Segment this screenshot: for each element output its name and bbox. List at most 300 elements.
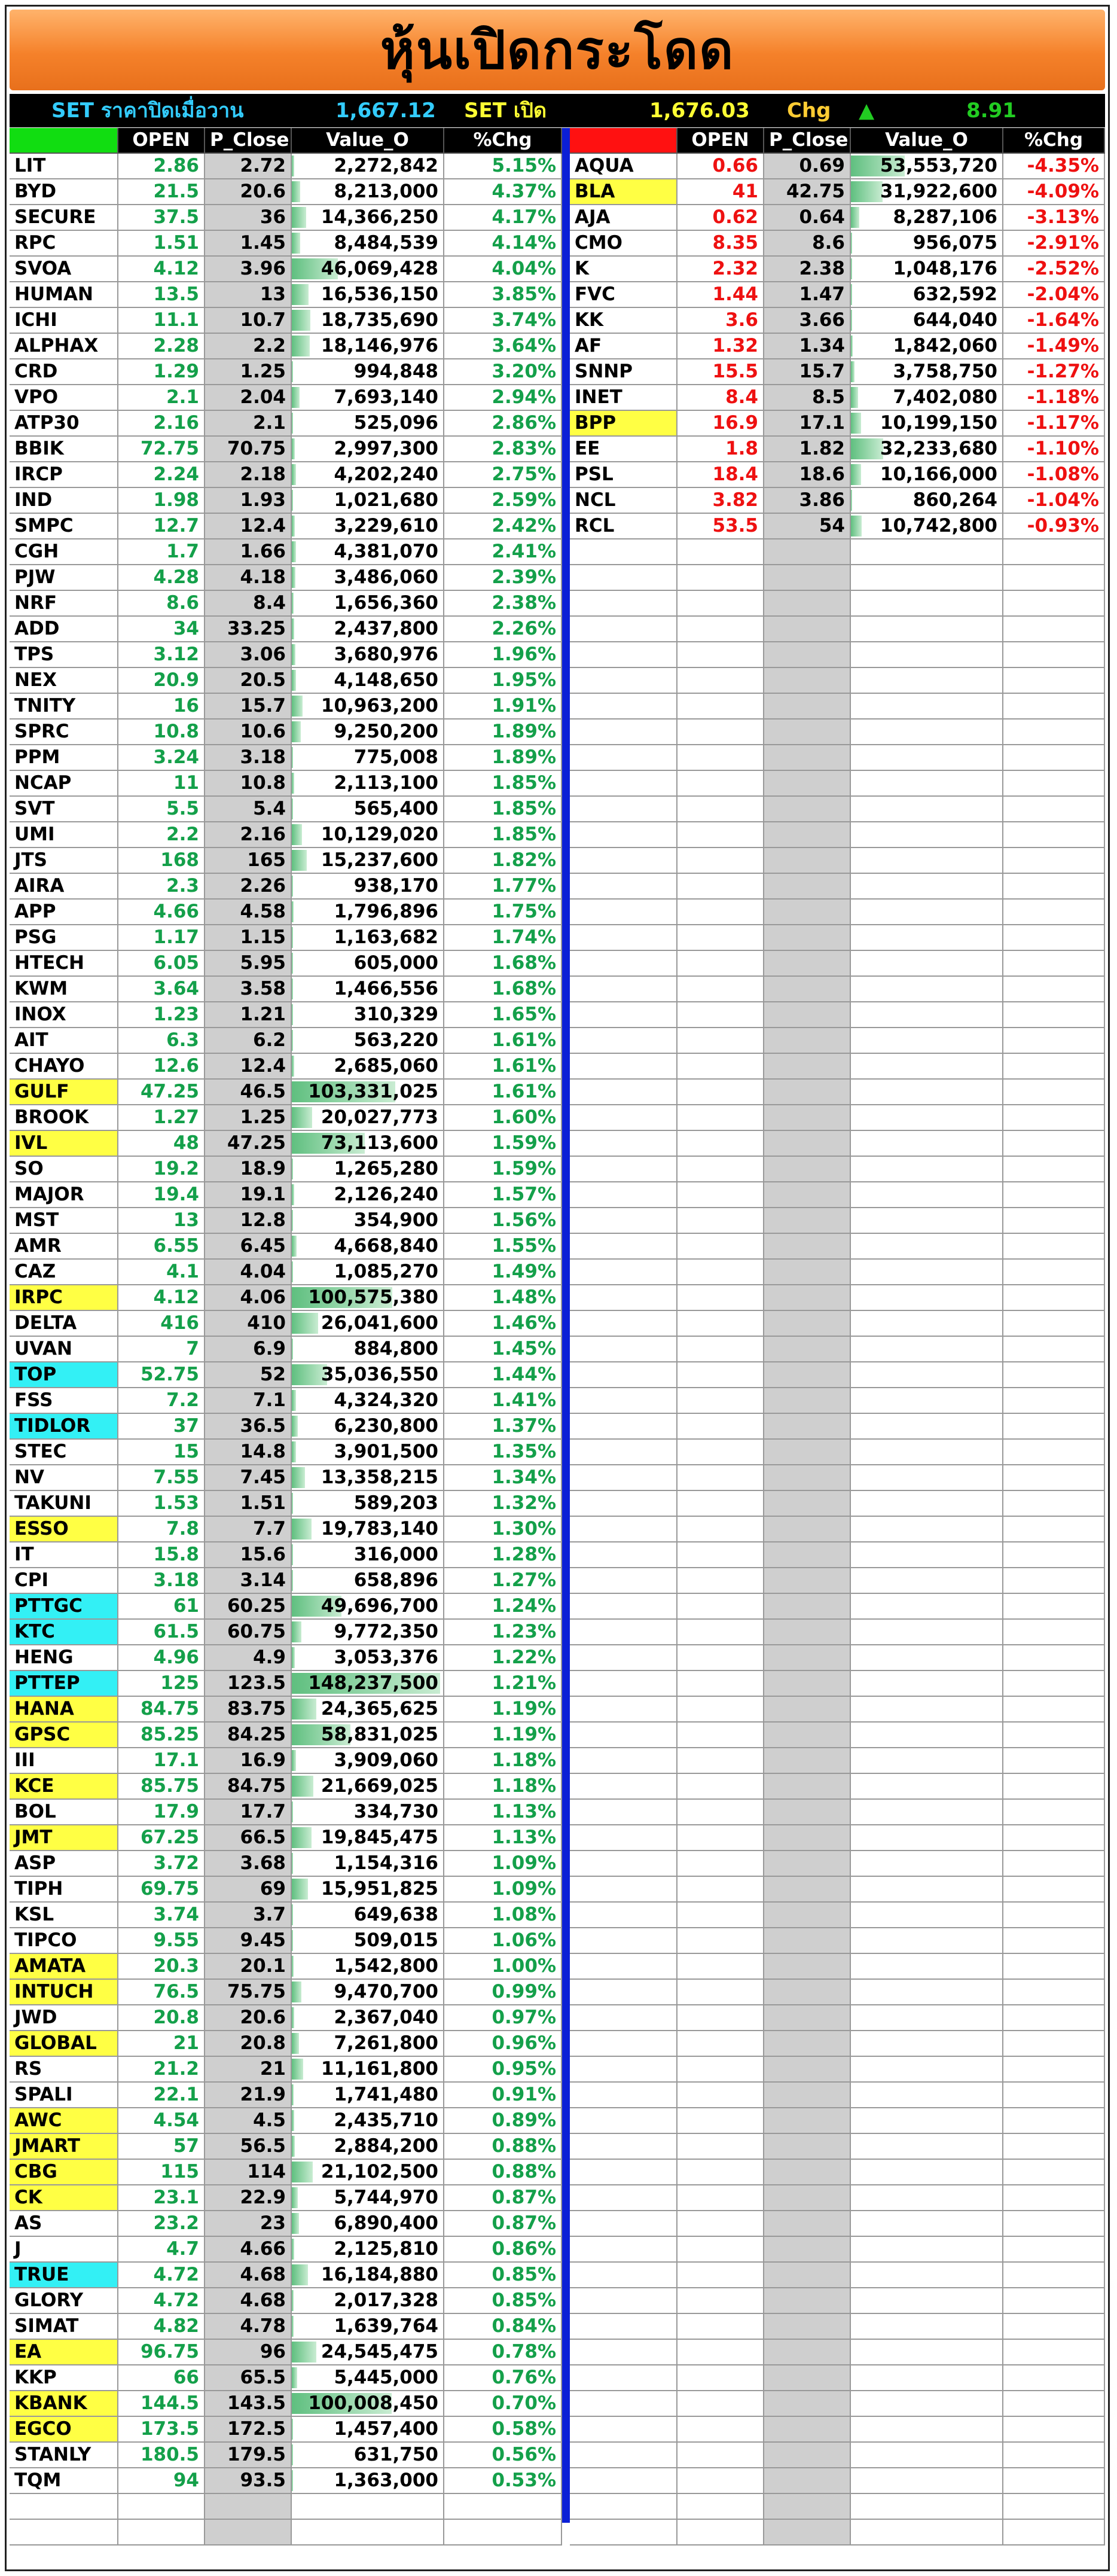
- losers-open-price: [677, 951, 764, 977]
- gainers-symbol[interactable]: ADD: [10, 617, 118, 642]
- losers-open-price: [677, 2263, 764, 2288]
- losers-symbol: [570, 771, 677, 797]
- losers-open-value: [851, 334, 1003, 359]
- gainers-symbol[interactable]: TOP: [10, 1362, 118, 1388]
- losers-open-price: [677, 2443, 764, 2468]
- losers-pct-change: [1003, 1131, 1105, 1157]
- losers-symbol[interactable]: AF: [570, 334, 677, 359]
- gainers-pct-change: 1.61%: [444, 1054, 562, 1080]
- losers-pct-change: [1003, 2288, 1105, 2314]
- losers-prev-close: [764, 617, 851, 642]
- gainers-symbol[interactable]: NRF: [10, 591, 118, 617]
- losers-pct-change: [1003, 1311, 1105, 1337]
- losers-symbol: [570, 1980, 677, 2005]
- gainers-value-text: 9,250,200: [334, 721, 438, 742]
- losers-symbol: [570, 1440, 677, 1465]
- losers-open-price: [677, 1388, 764, 1414]
- gainers-symbol[interactable]: PTTGC: [10, 1594, 118, 1620]
- gainers-open-price: 3.74: [118, 1903, 205, 1928]
- gainers-symbol[interactable]: HTECH: [10, 951, 118, 977]
- gainers-symbol[interactable]: TIDLOR: [10, 1414, 118, 1440]
- gainers-symbol[interactable]: CK: [10, 2185, 118, 2211]
- losers-open-price: [677, 565, 764, 591]
- losers-pct-change: [1003, 822, 1105, 848]
- gainers-symbol[interactable]: AIT: [10, 1028, 118, 1054]
- losers-symbol: [570, 2340, 677, 2365]
- gainers-value-text: 46,069,428: [321, 258, 438, 279]
- gainers-open-price: 7.55: [118, 1465, 205, 1491]
- gainers-symbol[interactable]: SVOA: [10, 257, 118, 282]
- gainers-symbol[interactable]: IT: [10, 1542, 118, 1568]
- gainers-pct-change: 1.09%: [444, 1851, 562, 1877]
- gainers-symbol[interactable]: KWM: [10, 977, 118, 1002]
- gainers-symbol[interactable]: TIPH: [10, 1877, 118, 1903]
- gainers-symbol[interactable]: HUMAN: [10, 282, 118, 308]
- gainers-value-text: 18,735,690: [321, 309, 438, 331]
- gainers-symbol[interactable]: JWD: [10, 2005, 118, 2031]
- losers-open-value: [851, 231, 1003, 257]
- losers-open-price: [677, 1928, 764, 1954]
- losers-prev-close: 1.82: [764, 437, 851, 462]
- gainers-symbol[interactable]: MST: [10, 1208, 118, 1234]
- gainers-open-price: 6.05: [118, 951, 205, 977]
- gainers-open-value: [292, 1465, 444, 1491]
- gainers-symbol[interactable]: ICHI: [10, 308, 118, 334]
- gainers-symbol[interactable]: KKP: [10, 2365, 118, 2391]
- losers-prev-close: [764, 1080, 851, 1105]
- gainers-symbol[interactable]: AWC: [10, 2108, 118, 2134]
- losers-prev-close: [764, 539, 851, 565]
- gainers-symbol[interactable]: TNITY: [10, 694, 118, 720]
- gainers-value-bar: [292, 1210, 293, 1231]
- losers-prev-close: [764, 720, 851, 745]
- gainers-symbol[interactable]: J: [10, 2237, 118, 2263]
- gainers-value-bar: [292, 2342, 316, 2362]
- gainers-symbol[interactable]: INTUCH: [10, 1980, 118, 2005]
- gainers-symbol[interactable]: SO: [10, 1157, 118, 1182]
- gainers-pct-change: 0.86%: [444, 2237, 562, 2263]
- gainers-value-bar: [292, 901, 294, 922]
- set-index-bar: [10, 94, 1105, 127]
- losers-symbol: [570, 2314, 677, 2340]
- losers-open-price: [677, 694, 764, 720]
- losers-symbol: [570, 2057, 677, 2083]
- gainers-symbol[interactable]: HANA: [10, 1697, 118, 1723]
- losers-prev-close: 0.64: [764, 205, 851, 231]
- gainers-symbol[interactable]: BYD: [10, 179, 118, 205]
- gainers-open-price: 4.28: [118, 565, 205, 591]
- gainers-symbol[interactable]: ESSO: [10, 1517, 118, 1542]
- losers-symbol[interactable]: AJA: [570, 205, 677, 231]
- losers-symbol[interactable]: KK: [570, 308, 677, 334]
- gainers-symbol[interactable]: KTC: [10, 1620, 118, 1645]
- gainers-symbol[interactable]: SVT: [10, 797, 118, 822]
- losers-value-bar: [851, 181, 883, 202]
- losers-open-value: [851, 2417, 1003, 2443]
- gainers-symbol[interactable]: IRPC: [10, 1285, 118, 1311]
- gainers-symbol[interactable]: AIRA: [10, 874, 118, 900]
- gainers-symbol[interactable]: AMR: [10, 1234, 118, 1260]
- losers-open-price: [677, 2365, 764, 2391]
- losers-prev-close: [764, 2160, 851, 2185]
- gainers-symbol[interactable]: SMPC: [10, 514, 118, 539]
- losers-prev-close: 42.75: [764, 179, 851, 205]
- losers-open-value: [851, 1697, 1003, 1723]
- gainers-symbol[interactable]: IVL: [10, 1131, 118, 1157]
- losers-pct-change: [1003, 745, 1105, 771]
- losers-symbol[interactable]: SNNP: [570, 359, 677, 385]
- gainers-prev-close: 20.1: [205, 1954, 292, 1980]
- gainers-symbol[interactable]: GLORY: [10, 2288, 118, 2314]
- gainers-pct-change: 1.46%: [444, 1311, 562, 1337]
- losers-open-price: [677, 1980, 764, 2005]
- gainers-symbol[interactable]: STANLY: [10, 2443, 118, 2468]
- gainers-symbol[interactable]: PSG: [10, 925, 118, 951]
- gainers-pct-change: 1.89%: [444, 745, 562, 771]
- gainers-value-text: 21,102,500: [321, 2161, 438, 2182]
- gainers-open-value: [292, 385, 444, 411]
- losers-symbol: [570, 925, 677, 951]
- gainers-open-value: [292, 1337, 444, 1362]
- losers-symbol[interactable]: BLA: [570, 179, 677, 205]
- losers-prev-close: [764, 1208, 851, 1234]
- gainers-value-bar: [292, 1004, 293, 1025]
- losers-symbol[interactable]: AQUA: [570, 154, 677, 179]
- gainers-open-value: [292, 1002, 444, 1028]
- gainers-value-text: 8,213,000: [334, 181, 438, 202]
- gainers-value-text: 73,113,600: [321, 1132, 438, 1154]
- gainers-symbol[interactable]: DELTA: [10, 1311, 118, 1337]
- gainers-symbol[interactable]: CHAYO: [10, 1054, 118, 1080]
- gainers-open-value: [292, 668, 444, 694]
- gainers-symbol[interactable]: NV: [10, 1465, 118, 1491]
- gainers-symbol[interactable]: CPI: [10, 1568, 118, 1594]
- losers-open-value: [851, 488, 1003, 514]
- gainers-open-value: [292, 2443, 444, 2468]
- losers-symbol[interactable]: INET: [570, 385, 677, 411]
- gainers-symbol[interactable]: CBG: [10, 2160, 118, 2185]
- losers-prev-close: [764, 2288, 851, 2314]
- gainers-pct-change: 0.88%: [444, 2160, 562, 2185]
- losers-prev-close: [764, 1491, 851, 1517]
- gainers-symbol[interactable]: TAKUNI: [10, 1491, 118, 1517]
- gainers-value-bar: [292, 1750, 296, 1771]
- losers-symbol: [570, 1260, 677, 1285]
- gainers-value-text: 26,041,600: [321, 1312, 438, 1334]
- gainers-symbol[interactable]: RS: [10, 2057, 118, 2083]
- losers-open-value: [851, 1440, 1003, 1465]
- gainers-value-text: 4,324,320: [334, 1389, 438, 1411]
- gainers-symbol[interactable]: AS: [10, 2211, 118, 2237]
- gainers-pct-change: 1.85%: [444, 822, 562, 848]
- losers-prev-close: 1.47: [764, 282, 851, 308]
- losers-prev-close: [764, 745, 851, 771]
- losers-symbol[interactable]: FVC: [570, 282, 677, 308]
- losers-open-value: [851, 1337, 1003, 1362]
- gainers-symbol[interactable]: AMATA: [10, 1954, 118, 1980]
- gainers-value-bar: [292, 798, 293, 819]
- gainers-symbol[interactable]: NCAP: [10, 771, 118, 797]
- gainers-open-value: [292, 925, 444, 951]
- gainers-symbol[interactable]: EA: [10, 2340, 118, 2365]
- gainers-symbol[interactable]: NEX: [10, 668, 118, 694]
- losers-symbol[interactable]: EE: [570, 437, 677, 462]
- gainers-symbol[interactable]: SIMAT: [10, 2314, 118, 2340]
- gainers-open-price: 8.6: [118, 591, 205, 617]
- gainers-symbol[interactable]: III: [10, 1748, 118, 1774]
- losers-pct-change: [1003, 1928, 1105, 1954]
- losers-open-price: [677, 1568, 764, 1594]
- gainers-header-%chg: %Chg: [444, 128, 562, 154]
- losers-open-value: [851, 951, 1003, 977]
- losers-symbol[interactable]: BPP: [570, 411, 677, 437]
- gainers-symbol: [10, 2520, 118, 2545]
- gainers-value-bar: [292, 1544, 293, 1565]
- gainers-pct-change: 4.37%: [444, 179, 562, 205]
- gainers-symbol[interactable]: PPM: [10, 745, 118, 771]
- losers-open-price: [677, 1671, 764, 1697]
- gainers-pct-change: 2.26%: [444, 617, 562, 642]
- gainers-symbol[interactable]: ASP: [10, 1851, 118, 1877]
- losers-symbol: [570, 1414, 677, 1440]
- gainers-symbol[interactable]: MAJOR: [10, 1182, 118, 1208]
- gainers-prev-close: 20.8: [205, 2031, 292, 2057]
- gainers-value-bar: [292, 1390, 296, 1411]
- losers-symbol[interactable]: K: [570, 257, 677, 282]
- gainers-symbol[interactable]: GLOBAL: [10, 2031, 118, 2057]
- losers-open-value: [851, 925, 1003, 951]
- losers-pct-change: -4.35%: [1003, 154, 1105, 179]
- losers-pct-change: [1003, 848, 1105, 874]
- gainers-pct-change: 1.85%: [444, 797, 562, 822]
- gainers-open-price: 2.24: [118, 462, 205, 488]
- gainers-value-text: 4,148,650: [334, 669, 438, 691]
- gainers-prev-close: 60.25: [205, 1594, 292, 1620]
- gainers-open-price: 21.5: [118, 179, 205, 205]
- losers-pct-change: [1003, 1414, 1105, 1440]
- gainers-open-value: [292, 205, 444, 231]
- gainers-symbol[interactable]: HENG: [10, 1645, 118, 1671]
- gainers-prev-close: 3.7: [205, 1903, 292, 1928]
- losers-value-bar: [851, 413, 861, 434]
- gainers-open-price: 67.25: [118, 1825, 205, 1851]
- losers-open-value: [851, 2520, 1003, 2545]
- gainers-value-text: 1,656,360: [334, 592, 438, 614]
- gainers-open-value: [292, 257, 444, 282]
- chg-value: 8.91: [966, 99, 1017, 123]
- gainers-symbol[interactable]: PJW: [10, 565, 118, 591]
- gainers-symbol[interactable]: KSL: [10, 1903, 118, 1928]
- gainers-pct-change: 1.95%: [444, 668, 562, 694]
- gainers-prev-close: 4.58: [205, 900, 292, 925]
- gainers-open-price: 20.3: [118, 1954, 205, 1980]
- losers-open-value: [851, 1980, 1003, 2005]
- gainers-symbol[interactable]: CGH: [10, 539, 118, 565]
- losers-prev-close: [764, 1542, 851, 1568]
- gainers-value-bar: [292, 516, 295, 536]
- gainers-prev-close: 66.5: [205, 1825, 292, 1851]
- gainers-open-price: 4.72: [118, 2288, 205, 2314]
- losers-value-text: 31,922,600: [880, 181, 997, 202]
- gainers-value-bar: [292, 284, 309, 305]
- losers-open-price: [677, 539, 764, 565]
- gainers-symbol[interactable]: TIPCO: [10, 1928, 118, 1954]
- gainers-symbol[interactable]: SECURE: [10, 205, 118, 231]
- losers-symbol[interactable]: PSL: [570, 462, 677, 488]
- losers-open-price: [677, 1182, 764, 1208]
- gainers-symbol[interactable]: EGCO: [10, 2417, 118, 2443]
- gainers-symbol[interactable]: INOX: [10, 1002, 118, 1028]
- losers-prev-close: [764, 1311, 851, 1337]
- losers-prev-close: 3.86: [764, 488, 851, 514]
- losers-open-price: 2.32: [677, 257, 764, 282]
- gainers-symbol[interactable]: IRCP: [10, 462, 118, 488]
- losers-open-price: [677, 1620, 764, 1645]
- gainers-symbol[interactable]: CAZ: [10, 1260, 118, 1285]
- losers-open-value: [851, 797, 1003, 822]
- gainers-symbol[interactable]: UVAN: [10, 1337, 118, 1362]
- losers-open-value: [851, 1800, 1003, 1825]
- gainers-symbol[interactable]: JTS: [10, 848, 118, 874]
- gainers-prev-close: 19.1: [205, 1182, 292, 1208]
- losers-open-price: [677, 1362, 764, 1388]
- losers-open-price: [677, 2057, 764, 2083]
- losers-symbol: [570, 1877, 677, 1903]
- losers-pct-change: [1003, 617, 1105, 642]
- losers-prev-close: [764, 2083, 851, 2108]
- losers-prev-close: [764, 1105, 851, 1131]
- gainers-symbol[interactable]: ALPHAX: [10, 334, 118, 359]
- losers-symbol: [570, 1182, 677, 1208]
- gainers-value-text: 2,685,060: [334, 1055, 438, 1077]
- gainers-symbol[interactable]: SPRC: [10, 720, 118, 745]
- gainers-value-text: 509,015: [353, 1929, 438, 1951]
- gainers-symbol[interactable]: BROOK: [10, 1105, 118, 1131]
- gainers-symbol[interactable]: BBIK: [10, 437, 118, 462]
- losers-symbol[interactable]: NCL: [570, 488, 677, 514]
- gainers-symbol[interactable]: KBANK: [10, 2391, 118, 2417]
- losers-symbol[interactable]: CMO: [570, 231, 677, 257]
- gainers-symbol[interactable]: KCE: [10, 1774, 118, 1800]
- losers-open-price: [677, 1105, 764, 1131]
- gainers-prev-close: 1.93: [205, 488, 292, 514]
- losers-symbol: [570, 977, 677, 1002]
- gainers-open-price: 15: [118, 1440, 205, 1465]
- losers-open-value: [851, 720, 1003, 745]
- gainers-symbol[interactable]: IND: [10, 488, 118, 514]
- gainers-prev-close: 20.6: [205, 2005, 292, 2031]
- gainers-value-bar: [292, 1416, 298, 1437]
- losers-symbol: [570, 1285, 677, 1311]
- gainers-symbol[interactable]: UMI: [10, 822, 118, 848]
- gainers-symbol[interactable]: LIT: [10, 154, 118, 179]
- losers-open-price: [677, 1748, 764, 1774]
- gainers-prev-close: 84.75: [205, 1774, 292, 1800]
- gainers-value-bar: [292, 413, 293, 434]
- gainers-value-bar: [292, 1184, 294, 1205]
- losers-symbol: [570, 2391, 677, 2417]
- gainers-symbol[interactable]: TPS: [10, 642, 118, 668]
- gainers-open-value: [292, 2185, 444, 2211]
- gainers-open-price: 6.55: [118, 1234, 205, 1260]
- gainers-pct-change: 0.70%: [444, 2391, 562, 2417]
- gainers-symbol[interactable]: BOL: [10, 1800, 118, 1825]
- gainers-value-text: 3,909,060: [334, 1749, 438, 1771]
- losers-symbol: [570, 1928, 677, 1954]
- gainers-value-bar: [292, 1699, 316, 1720]
- gainers-symbol[interactable]: JMT: [10, 1825, 118, 1851]
- gainers-symbol[interactable]: GPSC: [10, 1723, 118, 1748]
- losers-pct-change: [1003, 797, 1105, 822]
- gainers-pct-change: 0.99%: [444, 1980, 562, 2005]
- losers-prev-close: [764, 874, 851, 900]
- gainers-prev-close: 114: [205, 2160, 292, 2185]
- gainers-prev-close: 18.9: [205, 1157, 292, 1182]
- gainers-symbol[interactable]: FSS: [10, 1388, 118, 1414]
- losers-pct-change: [1003, 565, 1105, 591]
- losers-symbol[interactable]: RCL: [570, 514, 677, 539]
- gainers-pct-change: 3.74%: [444, 308, 562, 334]
- gainers-symbol[interactable]: GULF: [10, 1080, 118, 1105]
- gainers-pct-change: 4.14%: [444, 231, 562, 257]
- gainers-pct-change: 1.59%: [444, 1131, 562, 1157]
- gainers-pct-change: 1.32%: [444, 1491, 562, 1517]
- gainers-open-value: [292, 2031, 444, 2057]
- gainers-value-text: 6,890,400: [334, 2212, 438, 2234]
- gainers-symbol[interactable]: ATP30: [10, 411, 118, 437]
- gainers-prev-close: 46.5: [205, 1080, 292, 1105]
- gainers-open-price: 4.72: [118, 2263, 205, 2288]
- losers-value-bar: [851, 233, 852, 254]
- losers-header-open: OPEN: [677, 128, 764, 154]
- gainers-symbol[interactable]: PTTEP: [10, 1671, 118, 1697]
- gainers-pct-change: 4.17%: [444, 205, 562, 231]
- gainers-prev-close: [205, 2520, 292, 2545]
- losers-open-value: [851, 179, 1003, 205]
- gainers-open-value: [292, 1645, 444, 1671]
- gainers-value-text: 938,170: [353, 875, 438, 897]
- losers-prev-close: [764, 1903, 851, 1928]
- losers-prev-close: [764, 1928, 851, 1954]
- gainers-symbol[interactable]: TQM: [10, 2468, 118, 2494]
- gainers-open-price: 168: [118, 848, 205, 874]
- losers-symbol: [570, 2160, 677, 2185]
- gainers-open-price: 12.6: [118, 1054, 205, 1080]
- gainers-symbol[interactable]: JMART: [10, 2134, 118, 2160]
- gainers-symbol[interactable]: TRUE: [10, 2263, 118, 2288]
- gainers-open-value: [292, 1491, 444, 1517]
- gainers-value-bar: [292, 2110, 294, 2131]
- gainers-symbol[interactable]: APP: [10, 900, 118, 925]
- losers-open-value: [851, 359, 1003, 385]
- losers-symbol: [570, 1517, 677, 1542]
- losers-open-price: [677, 668, 764, 694]
- gainers-symbol[interactable]: SPALI: [10, 2083, 118, 2108]
- gainers-symbol[interactable]: STEC: [10, 1440, 118, 1465]
- gainers-prev-close: 12.4: [205, 1054, 292, 1080]
- losers-open-price: [677, 642, 764, 668]
- losers-open-price: [677, 2160, 764, 2185]
- losers-pct-change: [1003, 1800, 1105, 1825]
- gainers-open-price: 2.86: [118, 154, 205, 179]
- losers-pct-change: [1003, 1388, 1105, 1414]
- gainers-open-value: [292, 2083, 444, 2108]
- gainers-symbol[interactable]: VPO: [10, 385, 118, 411]
- losers-symbol: [570, 539, 677, 565]
- gainers-symbol[interactable]: RPC: [10, 231, 118, 257]
- gainers-prev-close: 20.6: [205, 179, 292, 205]
- gainers-symbol[interactable]: CRD: [10, 359, 118, 385]
